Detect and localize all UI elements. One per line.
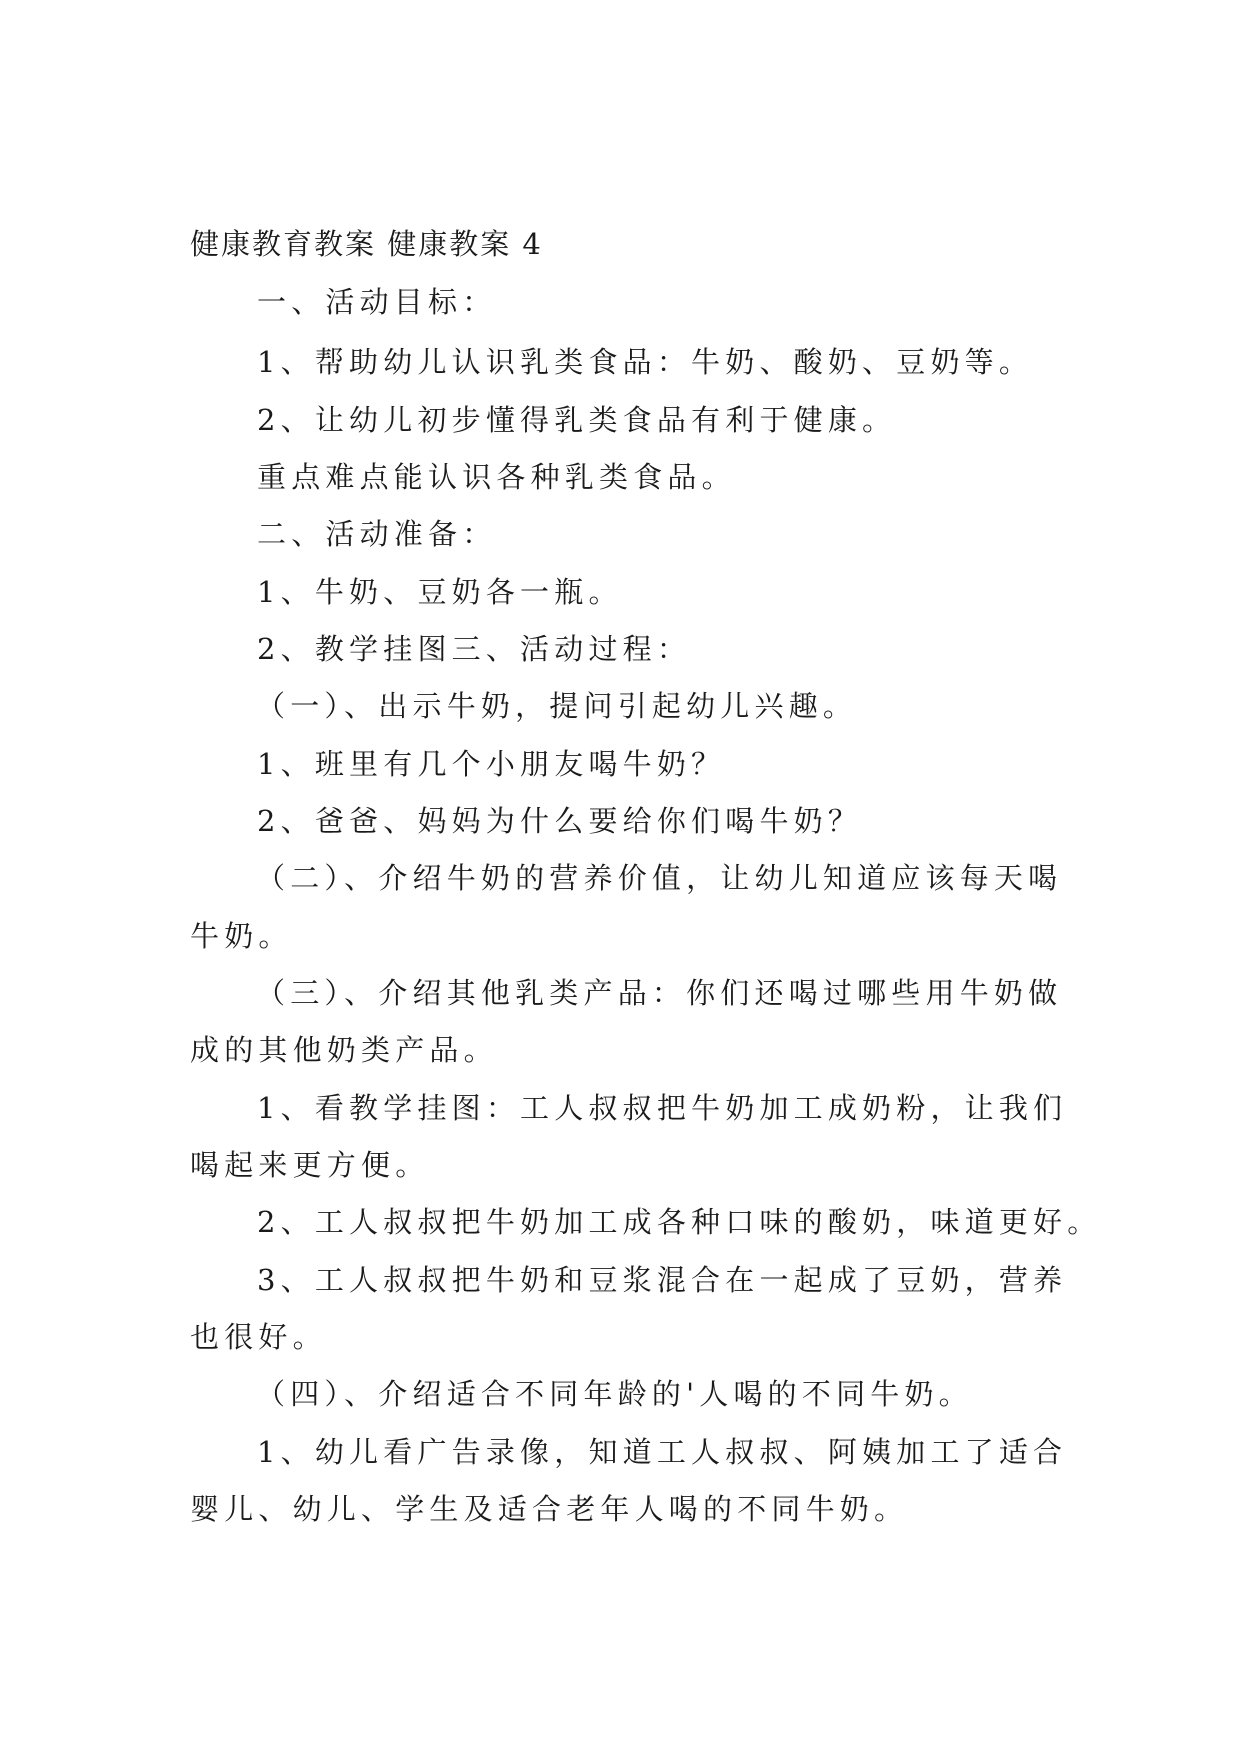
paragraph-line: 1、看教学挂图：工人叔叔把牛奶加工成奶粉，让我们 xyxy=(257,1091,1068,1125)
paragraph-line: （一）、出示牛奶，提问引起幼儿兴趣。 xyxy=(256,689,858,723)
paragraph-line: 1、帮助幼儿认识乳类食品：牛奶、酸奶、豆奶等。 xyxy=(257,345,1034,379)
paragraph-line: （四）、介绍适合不同年龄的'人喝的不同牛奶。 xyxy=(256,1377,973,1411)
paragraph-line: 1、班里有几个小朋友喝牛奶？ xyxy=(257,747,726,781)
paragraph-line: 喝起来更方便。 xyxy=(190,1148,430,1182)
paragraph-line: 也很好。 xyxy=(190,1320,327,1354)
paragraph-line: 成的其他奶类产品。 xyxy=(190,1033,498,1067)
paragraph-line: 1、幼儿看广告录像，知道工人叔叔、阿姨加工了适合 xyxy=(257,1435,1068,1469)
paragraph-line: 婴儿、幼儿、学生及适合老年人喝的不同牛奶。 xyxy=(190,1492,909,1526)
document-title: 健康教育教案 健康教案 4 xyxy=(190,227,543,261)
paragraph-line: （二）、介绍牛奶的营养价值，让幼儿知道应该每天喝 xyxy=(256,861,1063,895)
paragraph-line: 牛奶。 xyxy=(190,919,293,953)
paragraph-line: 2、教学挂图三、活动过程： xyxy=(257,632,692,666)
section-heading: 一、活动目标： xyxy=(257,285,497,319)
paragraph-line: 1、牛奶、豆奶各一瓶。 xyxy=(257,575,623,609)
paragraph-line: 2、工人叔叔把牛奶加工成各种口味的酸奶，味道更好。 xyxy=(257,1205,1102,1239)
paragraph-line: （三）、介绍其他乳类产品：你们还喝过哪些用牛奶做 xyxy=(256,976,1063,1010)
paragraph-line: 3、工人叔叔把牛奶和豆浆混合在一起成了豆奶，营养 xyxy=(257,1263,1068,1297)
paragraph-line: 2、让幼儿初步懂得乳类食品有利于健康。 xyxy=(257,403,897,437)
section-heading: 二、活动准备： xyxy=(257,517,497,551)
paragraph-line: 2、爸爸、妈妈为什么要给你们喝牛奶？ xyxy=(257,804,863,838)
paragraph-line: 重点难点能认识各种乳类食品。 xyxy=(257,460,736,494)
